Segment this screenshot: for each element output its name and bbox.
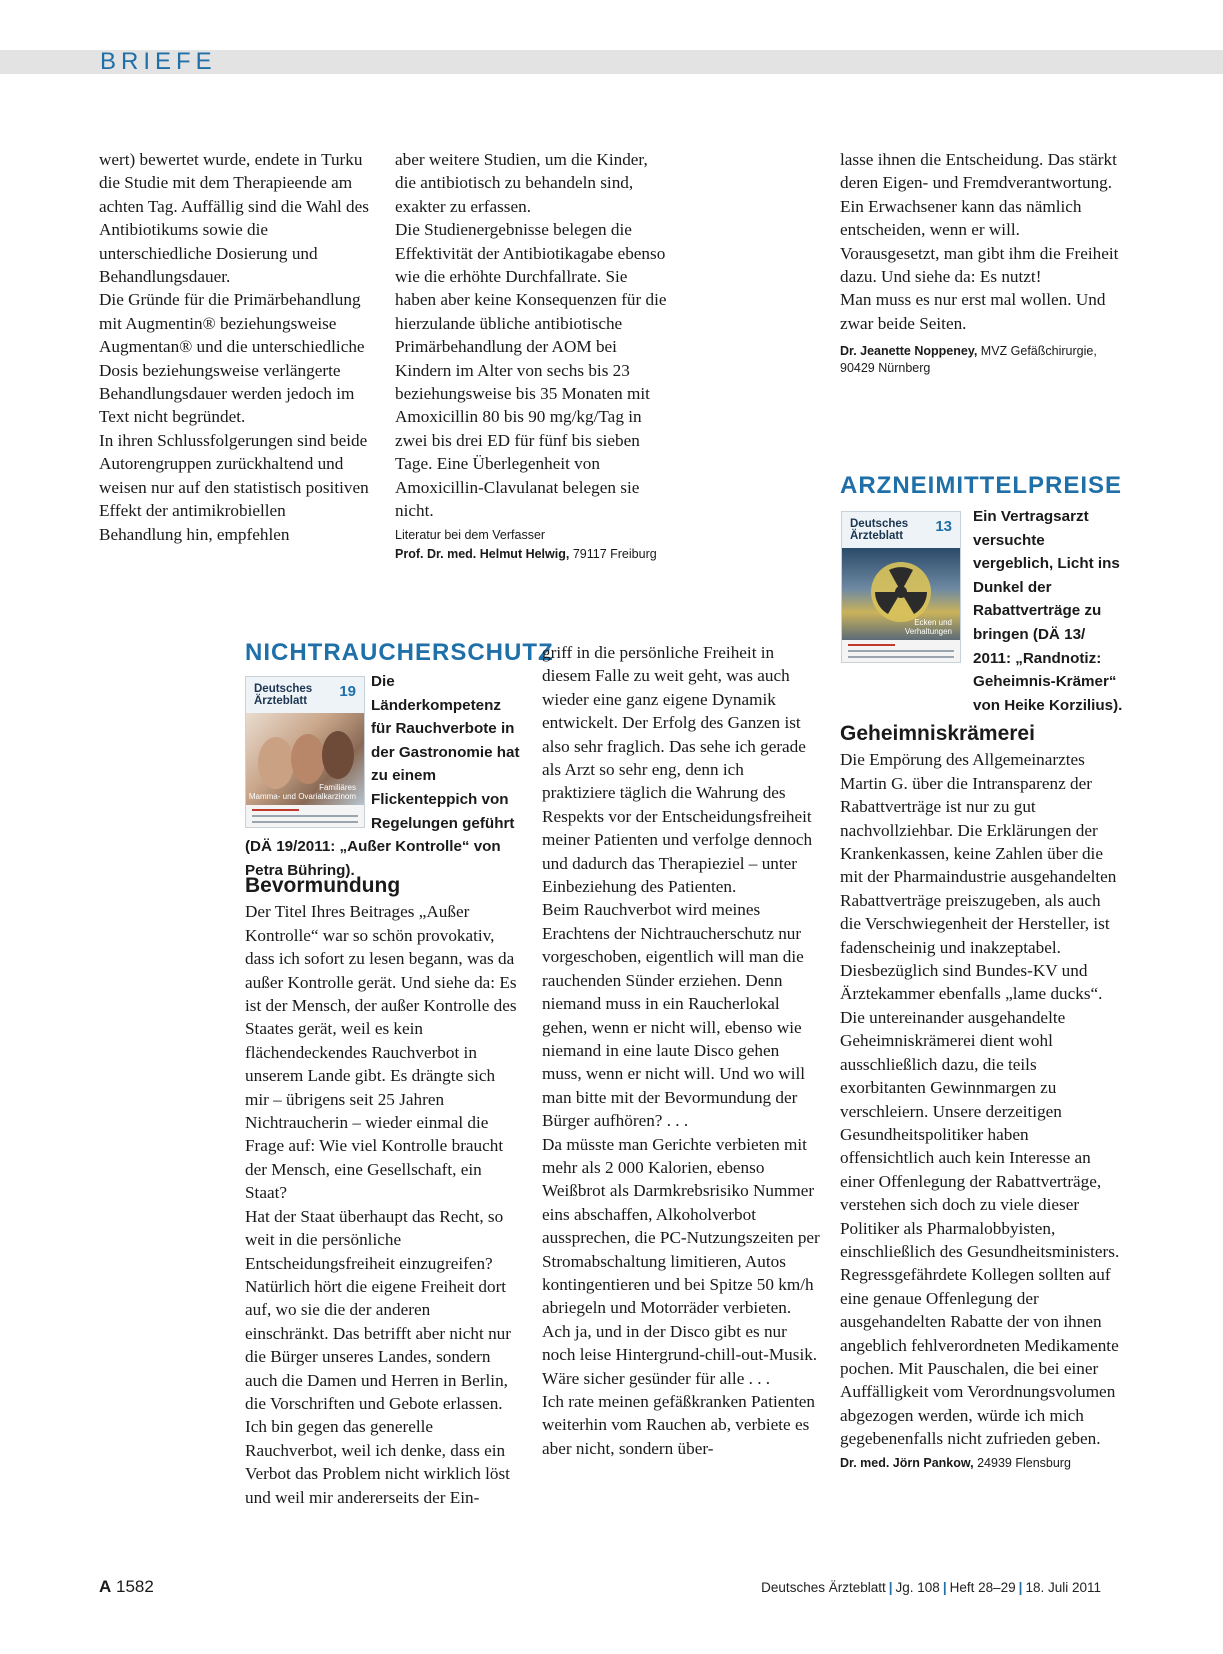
intro-arzneimittelpreise: Ein Vertragsarzt versuchte vergeblich, Licht ins Dunkel der Rabattverträge zu bringen (DÄ 13/ 2011: „Randnotiz: Geheimnis-Krämer“ von Heike Korzilius).: [973, 508, 1123, 714]
paragraph: Die Studienergebnisse belegen die Effektivität der Antibiotikagabe ebenso wie die erhöhte Durchfallrate. Sie haben aber keine Konsequenzen für die hierzulande übliche antibiotische Primärbehandlung der AOM bei Kindern im Alter von sechs bis 23 beziehungsweise bis 35 Monaten mit Amoxicillin 80 bis 90 mg/kg/Tag in zwei bis drei ED für fünf bis sieben Tage. Eine Überlegenheit von Amoxicillin-Clavulanat belegen sie nicht.: [395, 220, 667, 521]
literature-note: Literatur bei dem Verfasser: [395, 527, 546, 542]
cover-caption: Familiäres Mamma- und Ovarialkarzinom: [248, 783, 356, 801]
cover-strip: [842, 640, 960, 662]
paragraph: aber weitere Studien, um die Kinder, die antibiotisch zu behandeln sind, exakter zu erfassen.: [395, 150, 648, 216]
paragraph: Hat der Staat überhaupt das Recht, so weit in die persönliche Entscheidungsfreiheit einzugreifen? Natürlich hört die eigene Freiheit dort auf, wo sie die der anderen einschränkt. Das betrifft aber nicht nur die Bürger unseres Landes, sondern auch die Damen und Herren in Berlin, die Vorschriften und Gebote erlassen.: [245, 1206, 511, 1413]
subheading: Geheimniskrämerei: [840, 722, 1035, 745]
paragraph: Ich rate meinen gefäßkranken Patienten weiterhin vom Rauchen ab, verbiete es aber nicht, sondern über-: [542, 1392, 815, 1458]
letter-column-3: [840, 148, 1123, 377]
author-signature: Prof. Dr. med. Helmut Helwig, 79117 Freiburg: [395, 546, 657, 561]
paragraph: griff in die persönliche Freiheit in diesem Falle zu weit geht, was auch wieder eine ganz eigene Dynamik entwickelt. Der Erfolg des Ganzen ist also sehr fraglich. Das sehe ich gerade als Arzt so sehr eng, denn ich praktiziere täglich die Wahrung des Respekts vor der Entscheidungsfreiheit meiner Patienten und verfolge dennoch und dadurch das Therapieziel – unter Einbeziehung des Patienten.: [542, 643, 813, 897]
article-bevormundung-right: [542, 641, 821, 1460]
page-number: A 1582: [99, 1577, 154, 1596]
topic-heading-arzneimittelpreise: ARZNEIMITTELPREISE: [840, 472, 1123, 499]
paragraph: Beim Rauchverbot wird meines Erachtens der Nichtraucherschutz nur vorgeschoben, eigentlich will man die rauchenden Sünder erziehen. Denn niemand muss in ein Raucherlokal gehen, wenn er nicht will, ebenso wie niemand in eine laute Disco gehen muss, wenn er nicht will. Und wo will man bitte mit der Bevormundung der Bürger aufhören? . . .: [542, 900, 806, 1131]
topic-heading-nichtraucherschutz: NICHTRAUCHERSCHUTZ: [245, 639, 554, 666]
paragraph: Man muss es nur erst mal wollen. Und zwar beide Seiten.: [840, 290, 1106, 333]
section-label: BRIEFE: [100, 48, 217, 75]
paragraph: Der Titel Ihres Beitrages „Außer Kontrolle“ war so schön provokativ, dass ich sofort zu lesen begann, was da außer Kontrolle gerät. Und siehe da: Es ist der Mensch, der außer Kontrolle des Staates gerät, weil es kein flächendeckendes Rauchverbot in unserem Lande gibt. Es drängte sich mir – übrigens seit 25 Jahren Nichtraucherin – wieder einmal die Frage auf: Wie viel Kontrolle braucht der Mensch, eine Gesellschaft, ein Staat?: [245, 902, 517, 1203]
author-signature: Dr. Jeanette Noppeney, MVZ Gefäßchirurgie, 90429 Nürnberg: [840, 344, 1097, 376]
cover-caption: Ecken und Verhaltungen: [904, 618, 952, 636]
paragraph: Die Gründe für die Primärbehandlung mit Augmentin® beziehungsweise Augmentan® und die unterschiedliche Dosis beziehungsweise verlängerte Behandlungsdauer werden jedoch im Text nicht begründet.: [99, 290, 365, 427]
paragraph: Ich bin gegen das generelle Rauchverbot, weil ich denke, dass ein Verbot das Problem nicht wirklich löst und weil mir andererseits der Ein-: [245, 1417, 510, 1507]
article-geheimniskraemerei: [840, 722, 1123, 1472]
paragraph: lasse ihnen die Entscheidung. Das stärkt deren Eigen- und Fremdverantwortung. Ein Erwachsener kann das nämlich entscheiden, wenn er will. Vorausgesetzt, man gibt ihm die Freiheit dazu. Und siehe da: Es nutzt!: [840, 150, 1119, 287]
letter-column-2: [395, 148, 667, 563]
article-bevormundung-left: [245, 874, 517, 1509]
footer-citation: Deutsches Ärzteblatt | Jg. 108 | Heft 28–29 | 18. Juli 2011: [761, 1580, 1101, 1595]
paragraph: Da müsste man Gerichte verbieten mit mehr als 2 000 Kalorien, ebenso Weißbrot als Darmkrebsrisiko Nummer eins abschaffen, Alkoholverbot aussprechen, die PC-Nutzungszeiten per Stromabschaltung limitieren, Autos kontingentieren und bei Spitze 50 km/h abriegeln und Motorräder verbieten. Ach ja, und in der Disco gibt es nur noch leise Hintergrund-chill-out-Musik. Wäre sicher gesünder für alle . . .: [542, 1134, 820, 1388]
author-signature: Dr. med. Jörn Pankow, 24939 Flensburg: [840, 1455, 1071, 1470]
paragraph: Die Empörung des Allgemeinarztes Martin G. über die Intransparenz der Rabattverträge ist nur zu gut nachvollziehbar. Die Erklärungen der Krankenkassen, keine Zahlen über die mit der Pharmaindustrie ausgehandelten Rabattverträge preiszugeben, als auch die Verschwiegenheit der Hersteller, ist fadenscheinig und inakzeptabel. Diesbezüglich sind Bundes-KV und Ärztekammer ebenfalls „lame ducks“. Die untereinander ausgehandelte Geheimniskrämerei dient wohl ausschließlich dazu, die teils exorbitanten Gewinnmargen zu verschleiern. Unsere derzeitigen Gesundheitspolitiker haben offensichtlich auch kein Interesse an einer Offenlegung der Rabattverträge, verstehen sich doch zu viele dieser Politiker als Pharmalobbyisten, einschließlich des Gesundheitsministers. Regressgefährdete Kollegen sollten auf eine genaue Offenlegung der ausgehandelten Rabatte der von ihnen angeblich fehlverordneten Medikamente pochen. Mit Pauschalen, die bei einer Auffälligkeit vom Verordnungsvolumen abgezogen werden, würde ich mich gegebenenfalls nicht zufrieden geben.: [840, 750, 1120, 1449]
magazine-cover-13: [841, 511, 961, 663]
paragraph: In ihren Schlussfolgerungen sind beide Autorengruppen zurückhaltend und weisen nur auf den statistisch positiven Effekt der antimikrobiellen Behandlung hin, empfehlen: [99, 430, 369, 544]
intro-nichtraucherschutz: Die Länderkompetenz für Rauchverbote in der Gastronomie hat zu einem Flickenteppich von Regelungen geführt (DÄ 19/2011: „Außer Kontrolle“ von Petra Bühring).: [245, 673, 520, 879]
cover-issue-number: 19: [339, 683, 356, 700]
cover-logo: Deutsches Ärzteblatt: [850, 518, 909, 542]
letter-column-1: [99, 148, 371, 546]
cover-logo: Deutsches Ärzteblatt: [254, 683, 313, 707]
cover-issue-number: 13: [935, 518, 952, 535]
paragraph: wert) bewertet wurde, endete in Turku die Studie mit dem Therapieende am achten Tag. Auffällig sind die Wahl des Antibiotikums sowie die unterschiedliche Dosierung und Behandlungsdauer.: [99, 150, 369, 287]
subheading: Bevormundung: [245, 874, 401, 897]
